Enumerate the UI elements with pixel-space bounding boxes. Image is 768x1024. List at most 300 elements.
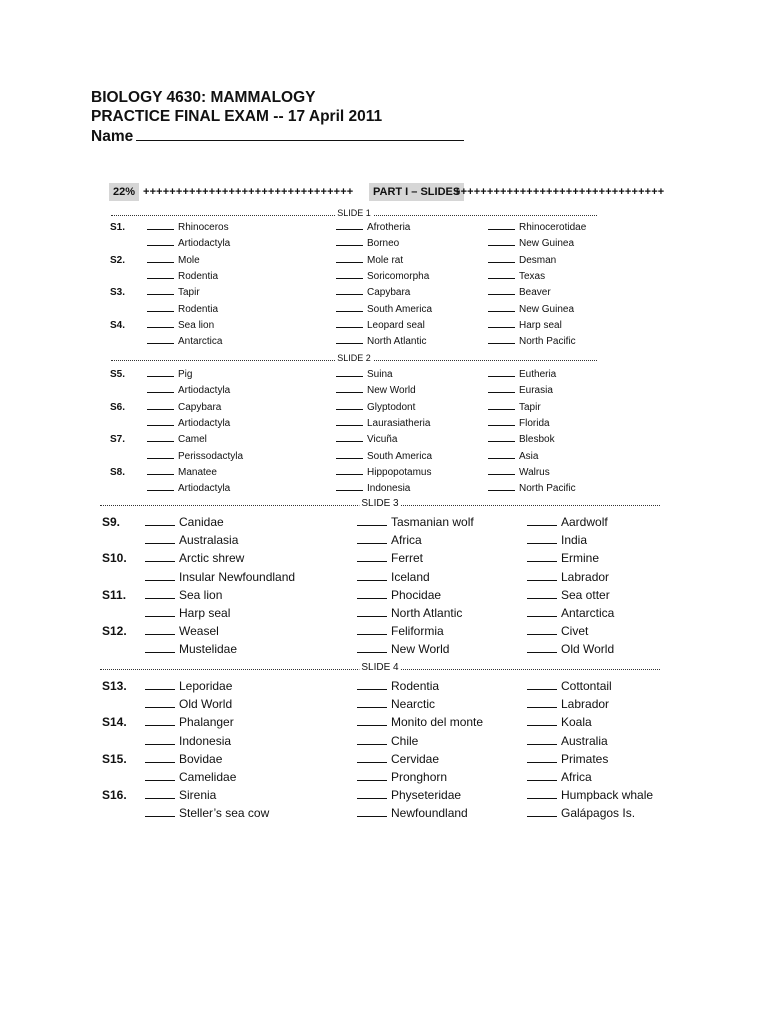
answer-option [488, 334, 576, 350]
option-label: Harp seal [179, 606, 231, 620]
answer-blank[interactable] [488, 253, 515, 263]
option-label: Indonesia [367, 483, 411, 495]
answer-option [527, 732, 608, 750]
option-label: Harp seal [519, 319, 562, 331]
answer-blank[interactable] [145, 770, 175, 781]
option-label: North Atlantic [391, 606, 463, 620]
slide-label: SLIDE 2 [337, 353, 371, 363]
answer-option [527, 804, 635, 822]
answer-blank[interactable] [488, 449, 515, 459]
answer-option [147, 432, 207, 448]
option-label: Antarctica [561, 606, 615, 620]
answer-blank[interactable] [336, 416, 363, 426]
option-label: Arctic shrew [179, 551, 245, 566]
option-label: Eutheria [519, 369, 557, 380]
answer-option [336, 367, 393, 383]
answer-option [147, 302, 218, 318]
option-label: Steller’s sea cow [179, 806, 270, 821]
answer-option [527, 531, 587, 549]
answer-blank[interactable] [527, 570, 557, 581]
answer-blank[interactable] [357, 624, 387, 635]
answer-blank[interactable] [145, 642, 175, 653]
option-label: New Guinea [519, 238, 575, 250]
answer-option [357, 804, 468, 822]
option-label: Cervidae [391, 751, 440, 766]
answer-blank[interactable] [527, 770, 557, 781]
option-label: Borneo [367, 238, 400, 250]
option-label: Perissodactyla [178, 450, 244, 462]
answer-blank[interactable] [147, 269, 174, 279]
answer-option [527, 604, 614, 622]
answer-option [527, 695, 609, 713]
answer-blank[interactable] [357, 570, 387, 581]
answer-option [145, 586, 222, 604]
answer-blank[interactable] [527, 515, 557, 526]
answer-option [336, 416, 430, 432]
option-label: Rhinocerotidae [519, 222, 587, 233]
answer-option [145, 677, 232, 695]
option-label: Walrus [519, 466, 550, 478]
answer-blank[interactable] [527, 715, 557, 726]
option-label: Artiodactyla [178, 483, 231, 495]
option-label: Mole rat [367, 254, 404, 266]
answer-option [336, 285, 410, 301]
answer-option [336, 302, 432, 318]
answer-blank[interactable] [145, 697, 175, 708]
answer-blank[interactable] [145, 570, 175, 581]
answer-blank[interactable] [145, 533, 175, 544]
option-label: Newfoundland [391, 806, 468, 821]
answer-blank[interactable] [147, 236, 174, 246]
question-number: S11. [102, 587, 127, 602]
answer-blank[interactable] [527, 533, 557, 544]
question-number: S5. [110, 369, 126, 380]
option-label: Canidae [179, 515, 224, 529]
option-label: Nearctic [391, 697, 436, 712]
option-label: Leopard seal [367, 319, 425, 331]
answer-blank[interactable] [527, 679, 557, 690]
option-label: New Guinea [519, 303, 575, 315]
option-label: Blesbok [519, 434, 555, 446]
answer-option [488, 253, 556, 269]
answer-option [527, 568, 609, 586]
option-label: Weasel [179, 624, 219, 639]
answer-option [357, 732, 418, 750]
option-label: Phocidae [391, 587, 442, 602]
answer-option [336, 465, 431, 481]
answer-option [336, 220, 410, 236]
answer-blank[interactable] [145, 752, 175, 763]
answer-blank[interactable] [488, 334, 515, 344]
answer-option [145, 768, 236, 786]
option-label: Tapir [519, 401, 541, 413]
answer-blank[interactable] [147, 302, 174, 312]
answer-blank[interactable] [357, 515, 387, 526]
answer-option [357, 549, 423, 567]
answer-option [527, 786, 653, 804]
answer-blank[interactable] [336, 285, 363, 295]
option-label: North Pacific [519, 483, 576, 495]
answer-option [336, 269, 429, 285]
slide-separator [100, 498, 660, 510]
slide-separator [100, 662, 660, 674]
question-number: S14. [102, 715, 127, 730]
answer-blank[interactable] [488, 400, 515, 410]
answer-option [145, 713, 234, 731]
exam-title: PRACTICE FINAL EXAM -- 17 April 2011 [91, 108, 383, 125]
answer-blank[interactable] [527, 697, 557, 708]
answer-option [147, 318, 214, 334]
slide-label: SLIDE 4 [361, 662, 399, 673]
option-label: Tasmanian wolf [391, 515, 474, 529]
answer-blank[interactable] [488, 481, 515, 491]
answer-blank[interactable] [145, 588, 175, 599]
option-label: Mole [178, 254, 200, 266]
answer-blank[interactable] [357, 642, 387, 653]
option-label: Old World [561, 642, 615, 657]
answer-blank[interactable] [147, 334, 174, 344]
answer-option [488, 236, 574, 252]
answer-option [527, 549, 599, 567]
answer-blank[interactable] [488, 220, 515, 230]
option-label: Suina [367, 369, 393, 380]
exam-header [91, 88, 464, 146]
answer-option [145, 604, 230, 622]
answer-option [147, 465, 217, 481]
option-label: North Atlantic [367, 336, 427, 348]
answer-blank[interactable] [336, 432, 363, 442]
name-row [91, 126, 464, 146]
option-label: Australia [561, 733, 608, 748]
option-label: Afrotheria [367, 222, 411, 233]
question-number: S7. [110, 434, 126, 446]
option-label: Laurasiatheria [367, 417, 431, 429]
answer-option [336, 236, 399, 252]
answer-blank[interactable] [357, 788, 387, 799]
answer-blank[interactable] [357, 715, 387, 726]
answer-option [147, 416, 230, 432]
slide-label: SLIDE 3 [361, 498, 399, 509]
answer-option [357, 604, 462, 622]
answer-option [145, 568, 295, 586]
part-title: PART I – SLIDES [369, 183, 464, 201]
answer-option [527, 750, 608, 768]
answer-option [145, 622, 219, 640]
answer-blank[interactable] [145, 734, 175, 745]
answer-option [336, 449, 432, 465]
question-number: S12. [102, 624, 127, 639]
name-blank[interactable] [136, 126, 464, 141]
option-label: Sea otter [561, 587, 610, 602]
option-label: Civet [561, 624, 589, 639]
option-label: Manatee [178, 466, 217, 478]
answer-blank[interactable] [357, 752, 387, 763]
option-label: Capybara [367, 287, 411, 299]
answer-option [357, 640, 449, 658]
answer-option [145, 804, 269, 822]
answer-blank[interactable] [357, 697, 387, 708]
answer-blank[interactable] [147, 432, 174, 442]
option-label: Physeteridae [391, 788, 462, 803]
option-label: Hippopotamus [367, 466, 432, 478]
answer-blank[interactable] [147, 285, 174, 295]
answer-option [145, 732, 231, 750]
question-number: S4. [110, 319, 126, 331]
answer-blank[interactable] [336, 334, 363, 344]
answer-option [357, 695, 435, 713]
answer-option [145, 750, 222, 768]
option-label: Rodentia [178, 270, 219, 282]
answer-option [357, 531, 422, 549]
answer-option [336, 400, 415, 416]
option-label: Sirenia [179, 788, 217, 803]
answer-blank[interactable] [147, 465, 174, 475]
answer-option [488, 432, 555, 448]
option-label: Artiodactyla [178, 385, 231, 397]
answer-blank[interactable] [357, 606, 387, 617]
answer-blank[interactable] [488, 367, 515, 377]
answer-blank[interactable] [336, 302, 363, 312]
option-label: Chile [391, 733, 419, 748]
answer-blank[interactable] [357, 806, 387, 817]
option-label: Artiodactyla [178, 238, 231, 250]
answer-blank[interactable] [147, 253, 174, 263]
answer-blank[interactable] [147, 367, 174, 377]
answer-blank[interactable] [527, 606, 557, 617]
answer-option [145, 786, 216, 804]
answer-option [147, 481, 230, 497]
option-label: Rodentia [178, 303, 219, 315]
answer-blank[interactable] [488, 383, 515, 393]
answer-blank[interactable] [527, 752, 557, 763]
answer-blank[interactable] [488, 285, 515, 295]
option-label: Aardwolf [561, 515, 608, 529]
answer-option [488, 285, 551, 301]
option-label: Iceland [391, 569, 430, 584]
option-label: Labrador [561, 569, 610, 584]
answer-blank[interactable] [145, 806, 175, 817]
option-label: Camel [178, 434, 207, 446]
answer-blank[interactable] [488, 416, 515, 426]
answer-blank[interactable] [357, 770, 387, 781]
answer-blank[interactable] [147, 449, 174, 459]
answer-option [357, 568, 430, 586]
answer-option [147, 285, 200, 301]
answer-blank[interactable] [145, 515, 175, 526]
part-plus-left: ++++++++++++++++++++++++++++++++ [143, 186, 354, 198]
answer-option [147, 383, 230, 399]
answer-option [488, 481, 576, 497]
answer-blank[interactable] [527, 734, 557, 745]
answer-blank[interactable] [147, 383, 174, 393]
option-label: New World [391, 642, 450, 657]
name-label: Name [91, 128, 134, 145]
answer-option [357, 677, 439, 695]
answer-option [147, 400, 221, 416]
answer-option [145, 513, 224, 531]
option-label: Koala [561, 715, 592, 730]
answer-blank[interactable] [336, 318, 363, 328]
answer-option [336, 253, 403, 269]
answer-option [147, 334, 222, 350]
option-label: South America [367, 303, 433, 315]
answer-blank[interactable] [357, 734, 387, 745]
question-number: S8. [110, 466, 126, 478]
question-number: S15. [102, 751, 127, 766]
option-label: North Pacific [519, 336, 576, 348]
option-label: Capybara [178, 401, 222, 413]
answer-blank[interactable] [357, 588, 387, 599]
option-label: Monito del monte [391, 715, 484, 730]
option-label: Australasia [179, 533, 239, 548]
option-label: Sea lion [178, 319, 215, 331]
answer-option [488, 269, 545, 285]
answer-blank[interactable] [357, 533, 387, 544]
answer-blank[interactable] [145, 624, 175, 635]
option-label: Feliformia [391, 624, 444, 639]
answer-blank[interactable] [147, 481, 174, 491]
option-label: Sea lion [179, 587, 223, 602]
option-label: India [561, 533, 588, 548]
option-label: Antarctica [178, 336, 223, 348]
answer-blank[interactable] [527, 806, 557, 817]
option-label: Cottontail [561, 679, 612, 693]
option-label: Africa [561, 770, 592, 784]
answer-option [357, 622, 444, 640]
answer-option [488, 416, 550, 432]
question-number: S2. [110, 254, 126, 266]
option-label: Mustelidae [179, 642, 238, 657]
part-plus-right: ++++++++++++++++++++++++++++++++ [454, 186, 665, 198]
option-label: Glyptodont [367, 401, 416, 413]
answer-blank[interactable] [527, 788, 557, 799]
answer-option [357, 586, 441, 604]
answer-blank[interactable] [488, 269, 515, 279]
option-label: Bovidae [179, 751, 223, 766]
answer-blank[interactable] [527, 642, 557, 653]
answer-option [488, 449, 538, 465]
option-label: Rhinoceros [178, 222, 229, 233]
answer-blank[interactable] [488, 318, 515, 328]
answer-option [147, 367, 192, 383]
answer-option [336, 432, 397, 448]
option-label: Eurasia [519, 385, 553, 397]
question-number: S13. [102, 679, 127, 693]
answer-option [147, 220, 229, 236]
answer-option [488, 318, 562, 334]
option-label: South America [367, 450, 433, 462]
option-label: New World [367, 385, 416, 397]
answer-option [488, 383, 553, 399]
answer-blank[interactable] [145, 715, 175, 726]
answer-option [488, 400, 541, 416]
option-label: Leporidae [179, 679, 233, 693]
answer-blank[interactable] [336, 220, 363, 230]
option-label: Asia [519, 450, 539, 462]
answer-blank[interactable] [147, 318, 174, 328]
answer-blank[interactable] [336, 236, 363, 246]
answer-option [527, 640, 614, 658]
answer-blank[interactable] [147, 400, 174, 410]
answer-blank[interactable] [147, 220, 174, 230]
answer-blank[interactable] [336, 400, 363, 410]
option-label: Camelidae [179, 770, 237, 784]
answer-blank[interactable] [527, 588, 557, 599]
answer-blank[interactable] [145, 679, 175, 690]
answer-blank[interactable] [336, 449, 363, 459]
option-label: Tapir [178, 287, 200, 299]
answer-option [336, 334, 426, 350]
answer-blank[interactable] [145, 606, 175, 617]
answer-blank[interactable] [527, 551, 557, 562]
answer-blank[interactable] [488, 465, 515, 475]
answer-blank[interactable] [488, 432, 515, 442]
answer-option [336, 481, 410, 497]
answer-blank[interactable] [488, 236, 515, 246]
answer-blank[interactable] [145, 551, 175, 562]
option-label: Galápagos Is. [561, 806, 636, 821]
answer-blank[interactable] [336, 481, 363, 491]
option-label: Indonesia [179, 733, 232, 748]
answer-option [145, 549, 244, 567]
slide-label: SLIDE 1 [337, 208, 371, 218]
answer-option [527, 768, 592, 786]
answer-blank[interactable] [145, 788, 175, 799]
answer-option [357, 768, 447, 786]
option-label: Beaver [519, 287, 551, 299]
option-label: Pronghorn [391, 770, 448, 784]
answer-blank[interactable] [336, 383, 363, 393]
answer-option [147, 449, 243, 465]
option-label: Phalanger [179, 715, 234, 730]
option-label: Rodentia [391, 679, 440, 693]
answer-option [488, 220, 586, 236]
answer-blank[interactable] [357, 679, 387, 690]
answer-option [527, 586, 610, 604]
course-title: BIOLOGY 4630: MAMMALOGY [91, 89, 316, 106]
answer-blank[interactable] [357, 551, 387, 562]
answer-option [488, 465, 550, 481]
answer-blank[interactable] [147, 416, 174, 426]
answer-option [147, 253, 200, 269]
option-label: Old World [179, 697, 233, 712]
question-number: S9. [102, 515, 121, 529]
answer-blank[interactable] [336, 269, 363, 279]
answer-option [145, 531, 238, 549]
option-label: Artiodactyla [178, 417, 231, 429]
answer-option [357, 786, 461, 804]
question-number: S3. [110, 287, 126, 299]
option-label: Primates [561, 751, 609, 766]
answer-option [336, 383, 416, 399]
answer-option [527, 713, 592, 731]
answer-option [147, 269, 218, 285]
answer-blank[interactable] [336, 367, 363, 377]
answer-option [145, 695, 232, 713]
answer-option [145, 640, 237, 658]
answer-option [488, 302, 574, 318]
answer-option [357, 513, 474, 531]
answer-blank[interactable] [336, 465, 363, 475]
answer-option [357, 713, 483, 731]
option-label: Vicuña [367, 434, 398, 446]
answer-blank[interactable] [527, 624, 557, 635]
answer-blank[interactable] [488, 302, 515, 312]
option-label: Insular Newfoundland [179, 569, 296, 584]
answer-blank[interactable] [336, 253, 363, 263]
question-number: S6. [110, 401, 126, 413]
option-label: Pig [178, 369, 193, 380]
